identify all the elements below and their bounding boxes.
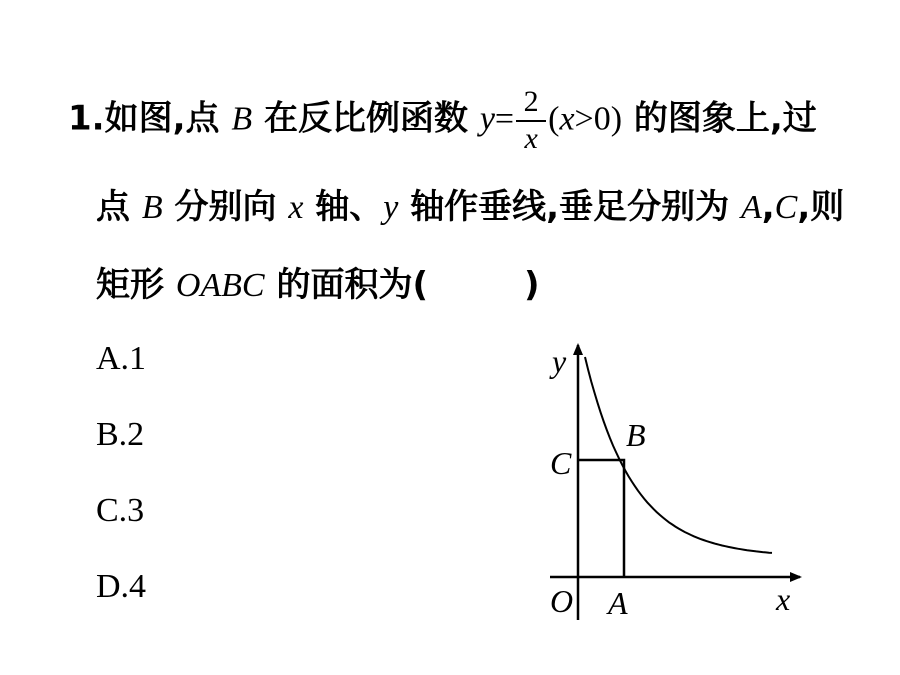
point-b-label: B bbox=[626, 417, 646, 453]
question-number: 1 bbox=[68, 98, 92, 139]
fraction-2-over-x: $\frac{2}{x}$ bbox=[516, 84, 546, 156]
question-line-3: 矩形 OABC 的面积为( ) bbox=[96, 265, 540, 305]
question-line-1: 1.如图,点 B 在反比例函数 y= $\frac{2}{x}$ (x>0) 的图象上,过 bbox=[68, 85, 817, 155]
y-axis-label: y bbox=[552, 343, 567, 379]
option-a[interactable]: A.1 bbox=[96, 340, 147, 377]
origin-label: O bbox=[550, 583, 574, 619]
option-c[interactable]: C.3 bbox=[96, 492, 145, 529]
question-line-2: 点 B 分别向 x 轴、y 轴作垂线,垂足分别为 A,C,则 bbox=[96, 187, 845, 227]
x-axis-label: x bbox=[776, 581, 791, 617]
hyperbola-curve bbox=[585, 357, 772, 553]
option-b[interactable]: B.2 bbox=[96, 416, 145, 453]
option-d[interactable]: D.4 bbox=[96, 568, 147, 605]
point-c-label: C bbox=[550, 445, 572, 481]
rectangle-oabc bbox=[578, 460, 624, 577]
answer-blank-close: ) bbox=[524, 265, 540, 305]
point-a-label: A bbox=[608, 585, 628, 621]
